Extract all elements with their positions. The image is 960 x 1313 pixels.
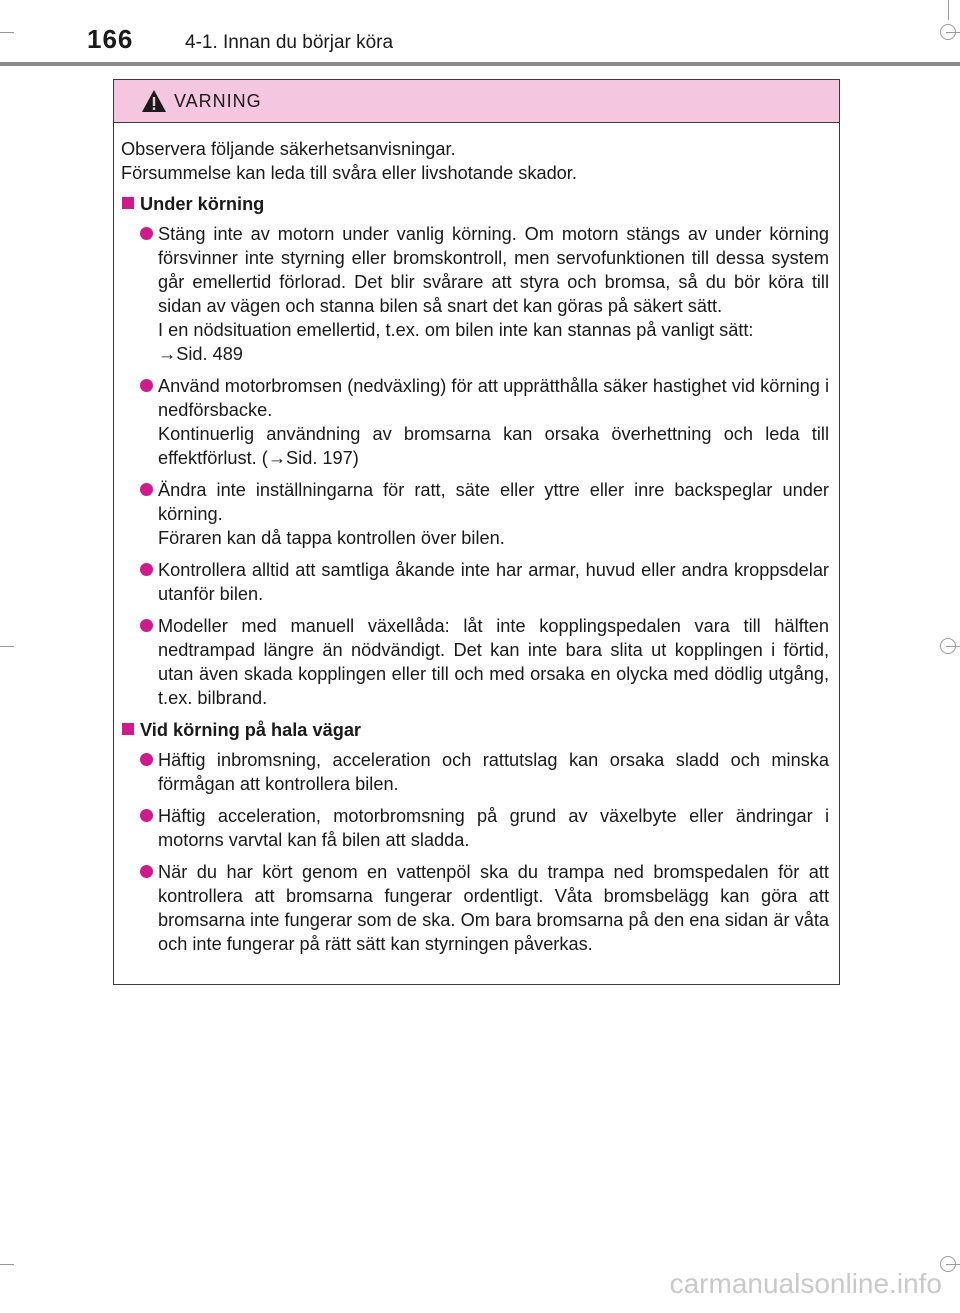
list-item-text: Kontrollera alltid att samtliga åkande inte har armar, huvud eller andra kroppsdelar utanför bilen. — [158, 560, 829, 604]
circle-bullet-icon — [140, 483, 153, 496]
list-item-text: Ändra inte inställningarna för ratt, säte eller yttre eller inre backspeglar under körning. — [158, 480, 829, 524]
list-item — [121, 222, 829, 366]
circle-bullet-icon — [140, 753, 153, 766]
warning-intro — [121, 137, 829, 185]
warning-title: VARNING — [174, 91, 262, 111]
list-item — [121, 614, 829, 710]
list-item — [121, 748, 829, 796]
intro-line: Observera följande säkerhetsanvisningar. — [121, 139, 456, 159]
page-number: 166 — [87, 24, 134, 54]
list-item-text: Kontinuerlig användning av bromsarna kan orsaka överhettning och leda till effektförlust. (→Sid. 197) — [158, 424, 829, 468]
list-item — [121, 558, 829, 606]
crop-mark — [0, 1264, 14, 1265]
list-item-text: Häftig inbromsning, acceleration och rattutslag kan orsaka sladd och minska förmågan att kontrollera bilen. — [158, 750, 829, 794]
header-divider — [0, 62, 960, 66]
circle-bullet-icon — [140, 379, 153, 392]
list-item-text: Modeller med manuell växellåda: låt inte kopplingspedalen vara till hälften nedtrampad längre än nödvändigt. Det kan inte bara slita ut kopplingen i förtid, utan även skada kopplingen eller till och med orsaka en olycka med dödlig utgång, t.ex. bilbrand. — [158, 616, 829, 708]
warning-body — [114, 123, 839, 956]
warning-header — [114, 80, 839, 123]
list-item — [121, 804, 829, 852]
list-item — [121, 374, 829, 470]
registration-mark — [940, 24, 956, 40]
section-title: 4-1. Innan du börjar köra — [185, 32, 394, 53]
circle-bullet-icon — [140, 865, 153, 878]
registration-mark — [940, 638, 956, 654]
list-item-text: Använd motorbromsen (nedväxling) för att upprätthålla säker hastighet vid körning i nedförsbacke. — [158, 376, 829, 420]
crop-mark — [948, 0, 949, 20]
list-item-text: Häftig acceleration, motorbromsning på grund av växelbyte eller ändringar i motorns varvtal kan få bilen att sladda. — [158, 806, 829, 850]
watermark: carmanualsonline.info — [669, 1268, 942, 1299]
section-heading-text: Vid körning på hala vägar — [140, 720, 362, 740]
list-item-text: Stäng inte av motorn under vanlig körning. Om motorn stängs av under körning försvinner inte styrning eller bromskontroll, men servofunktionen till dessa system går emellertid förlorad. Det blir svårare att styra och bromsa, så du bör köra till sidan av vägen och stanna bilen så snart det kan göras på säkert sätt. — [158, 224, 829, 316]
page-reference: →Sid. 489 — [158, 344, 243, 364]
crop-mark — [0, 32, 14, 33]
warning-box — [113, 79, 840, 985]
warning-triangle-icon — [141, 89, 167, 113]
square-bullet-icon — [122, 723, 134, 735]
section-heading — [121, 192, 829, 216]
list-item-text: Föraren kan då tappa kontrollen över bilen. — [158, 528, 505, 548]
section-heading-text: Under körning — [140, 194, 265, 214]
list-item — [121, 478, 829, 550]
list-item-text: När du har kört genom en vattenpöl ska du trampa ned bromspedalen för att kontrollera att bromsarna fungerar ordentligt. Våta bromsbelägg kan göra att bromsarna inte fungerar som de ska. Om bara bromsarna på den ena sidan är våta och inte fungerar på rätt sätt kan styrningen påverkas. — [158, 862, 829, 954]
section-heading — [121, 718, 829, 742]
crop-mark — [0, 646, 14, 647]
list-item-text: I en nödsituation emellertid, t.ex. om bilen inte kan stannas på vanligt sätt: — [158, 320, 754, 340]
circle-bullet-icon — [140, 619, 153, 632]
circle-bullet-icon — [140, 563, 153, 576]
registration-mark — [940, 1256, 956, 1272]
list-item — [121, 860, 829, 956]
square-bullet-icon — [122, 197, 134, 209]
intro-line: Försummelse kan leda till svåra eller livshotande skador. — [121, 163, 577, 183]
circle-bullet-icon — [140, 809, 153, 822]
circle-bullet-icon — [140, 227, 153, 240]
